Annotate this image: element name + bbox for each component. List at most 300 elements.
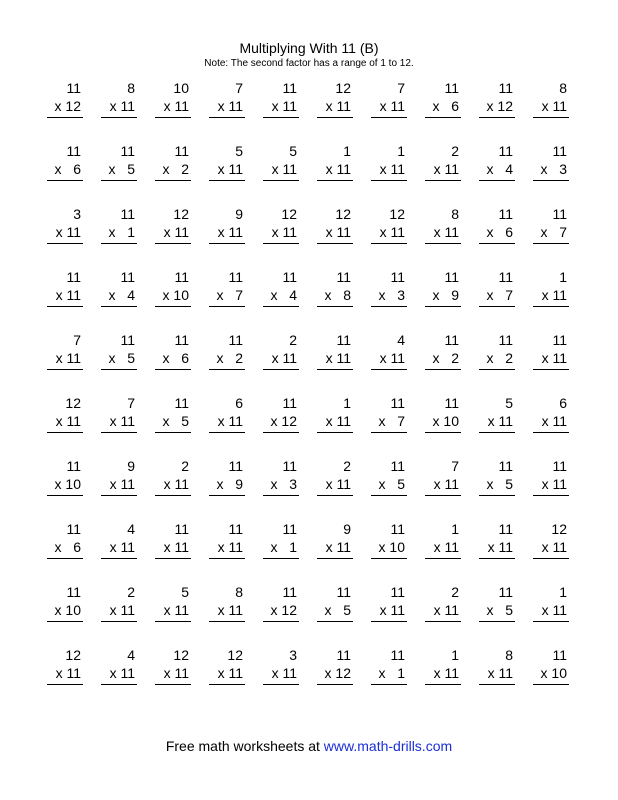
second-factor: x 11 <box>163 98 189 114</box>
answer-line <box>533 495 569 496</box>
answer-line <box>101 432 137 433</box>
first-factor: 9 <box>343 521 351 537</box>
second-factor: x 5 <box>324 602 351 618</box>
answer-line <box>47 432 83 433</box>
second-factor: x 6 <box>486 224 513 240</box>
second-factor: x 2 <box>486 350 513 366</box>
multiplication-problem <box>94 395 148 458</box>
multiplication-problem <box>256 269 310 332</box>
second-factor: x 5 <box>486 602 513 618</box>
second-factor: x 11 <box>55 413 81 429</box>
answer-line <box>101 495 137 496</box>
multiplication-problem <box>526 269 580 332</box>
multiplication-problem <box>148 584 202 647</box>
second-factor: x 11 <box>325 539 351 555</box>
first-factor: 11 <box>120 332 135 348</box>
answer-line <box>533 621 569 622</box>
multiplication-problem <box>40 269 94 332</box>
second-factor: x 11 <box>55 287 81 303</box>
second-factor: x 11 <box>433 161 459 177</box>
answer-line <box>479 180 515 181</box>
first-factor: 11 <box>390 584 405 600</box>
second-factor: x 6 <box>162 350 189 366</box>
second-factor: x 11 <box>109 413 135 429</box>
second-factor: x 2 <box>216 350 243 366</box>
multiplication-problem <box>202 206 256 269</box>
second-factor: x 11 <box>109 476 135 492</box>
second-factor: x 9 <box>432 287 459 303</box>
answer-line <box>209 558 245 559</box>
answer-line <box>479 558 515 559</box>
multiplication-problem <box>40 458 94 521</box>
second-factor: x 11 <box>271 161 297 177</box>
second-factor: x 11 <box>163 665 189 681</box>
answer-line <box>371 684 407 685</box>
first-factor: 2 <box>289 332 297 348</box>
first-factor: 11 <box>282 584 297 600</box>
first-factor: 11 <box>444 269 459 285</box>
answer-line <box>479 621 515 622</box>
second-factor: x 11 <box>325 350 351 366</box>
first-factor: 11 <box>498 584 513 600</box>
second-factor: x 11 <box>541 350 567 366</box>
multiplication-problem <box>202 584 256 647</box>
multiplication-problem <box>94 80 148 143</box>
first-factor: 11 <box>282 521 297 537</box>
first-factor: 12 <box>65 395 81 411</box>
second-factor: x 12 <box>54 98 81 114</box>
second-factor: x 10 <box>378 539 405 555</box>
multiplication-problem <box>94 269 148 332</box>
second-factor: x 11 <box>541 413 567 429</box>
second-factor: x 11 <box>325 413 351 429</box>
first-factor: 5 <box>181 584 189 600</box>
answer-line <box>209 432 245 433</box>
answer-line <box>425 306 461 307</box>
answer-line <box>47 117 83 118</box>
answer-line <box>101 621 137 622</box>
multiplication-problem <box>148 395 202 458</box>
first-factor: 11 <box>444 395 459 411</box>
multiplication-problem <box>40 647 94 710</box>
first-factor: 10 <box>173 80 189 96</box>
answer-line <box>101 558 137 559</box>
second-factor: x 11 <box>433 665 459 681</box>
first-factor: 11 <box>174 269 189 285</box>
multiplication-problem <box>148 521 202 584</box>
first-factor: 11 <box>498 143 513 159</box>
second-factor: x 11 <box>325 224 351 240</box>
second-factor: x 12 <box>270 602 297 618</box>
multiplication-problem <box>526 521 580 584</box>
multiplication-problem <box>418 143 472 206</box>
second-factor: x 11 <box>541 539 567 555</box>
first-factor: 1 <box>451 521 459 537</box>
multiplication-problem <box>526 143 580 206</box>
answer-line <box>533 180 569 181</box>
first-factor: 4 <box>127 521 135 537</box>
multiplication-problem <box>418 80 472 143</box>
multiplication-problem <box>256 395 310 458</box>
footer-link[interactable]: www.math-drills.com <box>323 738 453 754</box>
footer-text: Free math worksheets at <box>165 738 324 754</box>
first-factor: 1 <box>451 647 459 663</box>
multiplication-problem <box>94 584 148 647</box>
multiplication-problem <box>202 332 256 395</box>
second-factor: x 11 <box>325 476 351 492</box>
answer-line <box>209 369 245 370</box>
answer-line <box>317 495 353 496</box>
answer-line <box>155 432 191 433</box>
first-factor: 5 <box>289 143 297 159</box>
first-factor: 11 <box>390 647 405 663</box>
answer-line <box>533 243 569 244</box>
first-factor: 11 <box>174 332 189 348</box>
second-factor: x 11 <box>433 476 459 492</box>
answer-line <box>371 117 407 118</box>
second-factor: x 1 <box>108 224 135 240</box>
first-factor: 11 <box>282 269 297 285</box>
multiplication-problem <box>148 332 202 395</box>
first-factor: 11 <box>498 458 513 474</box>
first-factor: 11 <box>120 269 135 285</box>
first-factor: 12 <box>227 647 243 663</box>
first-factor: 9 <box>235 206 243 222</box>
footer <box>0 738 618 755</box>
answer-line <box>317 621 353 622</box>
answer-line <box>155 621 191 622</box>
multiplication-problem <box>202 269 256 332</box>
multiplication-problem <box>94 647 148 710</box>
second-factor: x 11 <box>109 602 135 618</box>
page-title: Multiplying With 11 (B) <box>239 40 379 56</box>
answer-line <box>479 684 515 685</box>
second-factor: x 3 <box>540 161 567 177</box>
first-factor: 2 <box>343 458 351 474</box>
answer-line <box>533 306 569 307</box>
first-factor: 11 <box>66 584 81 600</box>
answer-line <box>533 558 569 559</box>
second-factor: x 11 <box>109 539 135 555</box>
multiplication-problem <box>94 143 148 206</box>
answer-line <box>263 243 299 244</box>
first-factor: 8 <box>451 206 459 222</box>
multiplication-problem <box>310 647 364 710</box>
second-factor: x 11 <box>487 665 513 681</box>
second-factor: x 3 <box>378 287 405 303</box>
answer-line <box>47 243 83 244</box>
first-factor: 12 <box>551 521 567 537</box>
first-factor: 1 <box>343 143 351 159</box>
first-factor: 11 <box>66 269 81 285</box>
multiplication-problem <box>94 206 148 269</box>
multiplication-problem <box>148 458 202 521</box>
answer-line <box>425 558 461 559</box>
first-factor: 11 <box>282 458 297 474</box>
first-factor: 1 <box>559 584 567 600</box>
answer-line <box>479 432 515 433</box>
first-factor: 11 <box>552 143 567 159</box>
second-factor: x 5 <box>378 476 405 492</box>
answer-line <box>263 558 299 559</box>
first-factor: 11 <box>498 332 513 348</box>
second-factor: x 6 <box>54 539 81 555</box>
multiplication-problem <box>526 647 580 710</box>
first-factor: 12 <box>281 206 297 222</box>
first-factor: 3 <box>289 647 297 663</box>
second-factor: x 11 <box>379 350 405 366</box>
first-factor: 7 <box>73 332 81 348</box>
multiplication-problem <box>364 206 418 269</box>
second-factor: x 11 <box>433 539 459 555</box>
answer-line <box>317 684 353 685</box>
multiplication-problem <box>148 206 202 269</box>
first-factor: 11 <box>66 143 81 159</box>
multiplication-problem <box>310 521 364 584</box>
first-factor: 11 <box>336 332 351 348</box>
answer-line <box>479 495 515 496</box>
second-factor: x 4 <box>108 287 135 303</box>
answer-line <box>155 306 191 307</box>
answer-line <box>425 432 461 433</box>
first-factor: 11 <box>336 584 351 600</box>
second-factor: x 10 <box>540 665 567 681</box>
second-factor: x 7 <box>378 413 405 429</box>
answer-line <box>263 180 299 181</box>
first-factor: 4 <box>397 332 405 348</box>
answer-line <box>425 369 461 370</box>
answer-line <box>371 495 407 496</box>
multiplication-problem <box>256 521 310 584</box>
multiplication-problem <box>364 584 418 647</box>
first-factor: 7 <box>451 458 459 474</box>
first-factor: 7 <box>397 80 405 96</box>
second-factor: x 11 <box>55 350 81 366</box>
multiplication-problem <box>418 395 472 458</box>
answer-line <box>425 684 461 685</box>
first-factor: 11 <box>498 521 513 537</box>
second-factor: x 11 <box>487 539 513 555</box>
first-factor: 8 <box>235 584 243 600</box>
first-factor: 12 <box>389 206 405 222</box>
answer-line <box>317 306 353 307</box>
answer-line <box>317 558 353 559</box>
first-factor: 11 <box>444 332 459 348</box>
answer-line <box>101 684 137 685</box>
multiplication-problem <box>202 395 256 458</box>
answer-line <box>101 117 137 118</box>
first-factor: 7 <box>127 395 135 411</box>
second-factor: x 11 <box>541 602 567 618</box>
answer-line <box>155 684 191 685</box>
second-factor: x 11 <box>325 161 351 177</box>
multiplication-problem <box>202 647 256 710</box>
multiplication-problem <box>472 584 526 647</box>
answer-line <box>209 306 245 307</box>
answer-line <box>425 495 461 496</box>
answer-line <box>317 369 353 370</box>
second-factor: x 10 <box>432 413 459 429</box>
first-factor: 8 <box>559 80 567 96</box>
answer-line <box>533 432 569 433</box>
first-factor: 11 <box>390 395 405 411</box>
second-factor: x 12 <box>270 413 297 429</box>
first-factor: 8 <box>505 647 513 663</box>
second-factor: x 11 <box>379 98 405 114</box>
second-factor: x 11 <box>217 665 243 681</box>
answer-line <box>263 621 299 622</box>
second-factor: x 11 <box>217 161 243 177</box>
answer-line <box>263 432 299 433</box>
first-factor: 6 <box>559 395 567 411</box>
multiplication-problem <box>418 269 472 332</box>
second-factor: x 11 <box>379 161 405 177</box>
first-factor: 11 <box>552 206 567 222</box>
answer-line <box>155 369 191 370</box>
multiplication-problem <box>418 332 472 395</box>
first-factor: 12 <box>335 206 351 222</box>
answer-line <box>209 243 245 244</box>
multiplication-problem <box>310 80 364 143</box>
multiplication-problem <box>40 80 94 143</box>
first-factor: 11 <box>498 80 513 96</box>
answer-line <box>425 243 461 244</box>
answer-line <box>371 243 407 244</box>
multiplication-problem <box>526 584 580 647</box>
multiplication-problem <box>364 458 418 521</box>
second-factor: x 9 <box>216 476 243 492</box>
second-factor: x 2 <box>432 350 459 366</box>
answer-line <box>155 117 191 118</box>
second-factor: x 11 <box>271 350 297 366</box>
multiplication-problem <box>256 206 310 269</box>
multiplication-problem <box>526 80 580 143</box>
second-factor: x 11 <box>109 665 135 681</box>
multiplication-problem <box>364 269 418 332</box>
second-factor: x 11 <box>271 665 297 681</box>
answer-line <box>317 432 353 433</box>
second-factor: x 11 <box>433 224 459 240</box>
first-factor: 9 <box>127 458 135 474</box>
answer-line <box>263 495 299 496</box>
second-factor: x 5 <box>162 413 189 429</box>
answer-line <box>47 306 83 307</box>
second-factor: x 11 <box>271 98 297 114</box>
multiplication-problem <box>310 395 364 458</box>
second-factor: x 1 <box>378 665 405 681</box>
multiplication-problem <box>40 395 94 458</box>
first-factor: 11 <box>390 521 405 537</box>
answer-line <box>155 558 191 559</box>
multiplication-problem <box>472 332 526 395</box>
multiplication-problem <box>418 458 472 521</box>
multiplication-problem <box>472 269 526 332</box>
answer-line <box>209 621 245 622</box>
answer-line <box>263 684 299 685</box>
multiplication-problem <box>40 521 94 584</box>
answer-line <box>479 306 515 307</box>
answer-line <box>47 180 83 181</box>
multiplication-problem <box>418 584 472 647</box>
multiplication-problem <box>40 332 94 395</box>
multiplication-problem <box>202 143 256 206</box>
multiplication-problem <box>148 143 202 206</box>
first-factor: 11 <box>228 458 243 474</box>
second-factor: x 11 <box>217 98 243 114</box>
answer-line <box>317 180 353 181</box>
multiplication-problem <box>40 584 94 647</box>
multiplication-problem <box>310 206 364 269</box>
multiplication-problem <box>256 458 310 521</box>
answer-line <box>47 684 83 685</box>
multiplication-problem <box>526 458 580 521</box>
answer-line <box>47 558 83 559</box>
answer-line <box>425 180 461 181</box>
second-factor: x 7 <box>540 224 567 240</box>
first-factor: 4 <box>127 647 135 663</box>
first-factor: 11 <box>552 647 567 663</box>
second-factor: x 5 <box>108 161 135 177</box>
second-factor: x 11 <box>163 224 189 240</box>
answer-line <box>371 558 407 559</box>
multiplication-problem <box>310 269 364 332</box>
second-factor: x 6 <box>432 98 459 114</box>
multiplication-problem <box>526 395 580 458</box>
multiplication-problem <box>526 206 580 269</box>
multiplication-problem <box>472 647 526 710</box>
first-factor: 11 <box>498 269 513 285</box>
multiplication-problem <box>256 80 310 143</box>
second-factor: x 11 <box>217 413 243 429</box>
answer-line <box>479 243 515 244</box>
multiplication-problem <box>94 332 148 395</box>
first-factor: 11 <box>228 269 243 285</box>
first-factor: 11 <box>390 458 405 474</box>
second-factor: x 11 <box>325 98 351 114</box>
multiplication-problem <box>364 395 418 458</box>
first-factor: 11 <box>228 332 243 348</box>
first-factor: 11 <box>336 647 351 663</box>
answer-line <box>263 117 299 118</box>
first-factor: 11 <box>120 143 135 159</box>
second-factor: x 5 <box>486 476 513 492</box>
first-factor: 11 <box>174 395 189 411</box>
second-factor: x 1 <box>270 539 297 555</box>
answer-line <box>533 684 569 685</box>
multiplication-problem <box>310 458 364 521</box>
multiplication-problem <box>364 647 418 710</box>
answer-line <box>479 369 515 370</box>
second-factor: x 11 <box>433 602 459 618</box>
range-note: Note: The second factor has a range of 1 to 12. <box>204 58 414 69</box>
multiplication-problem <box>472 458 526 521</box>
second-factor: x 6 <box>54 161 81 177</box>
second-factor: x 8 <box>324 287 351 303</box>
multiplication-problem <box>256 647 310 710</box>
multiplication-problem <box>310 332 364 395</box>
multiplication-problem <box>310 143 364 206</box>
second-factor: x 12 <box>324 665 351 681</box>
answer-line <box>47 621 83 622</box>
multiplication-problem <box>472 80 526 143</box>
second-factor: x 4 <box>270 287 297 303</box>
first-factor: 7 <box>235 80 243 96</box>
multiplication-problem <box>418 521 472 584</box>
second-factor: x 11 <box>541 476 567 492</box>
first-factor: 11 <box>66 80 81 96</box>
first-factor: 2 <box>451 584 459 600</box>
first-factor: 1 <box>343 395 351 411</box>
